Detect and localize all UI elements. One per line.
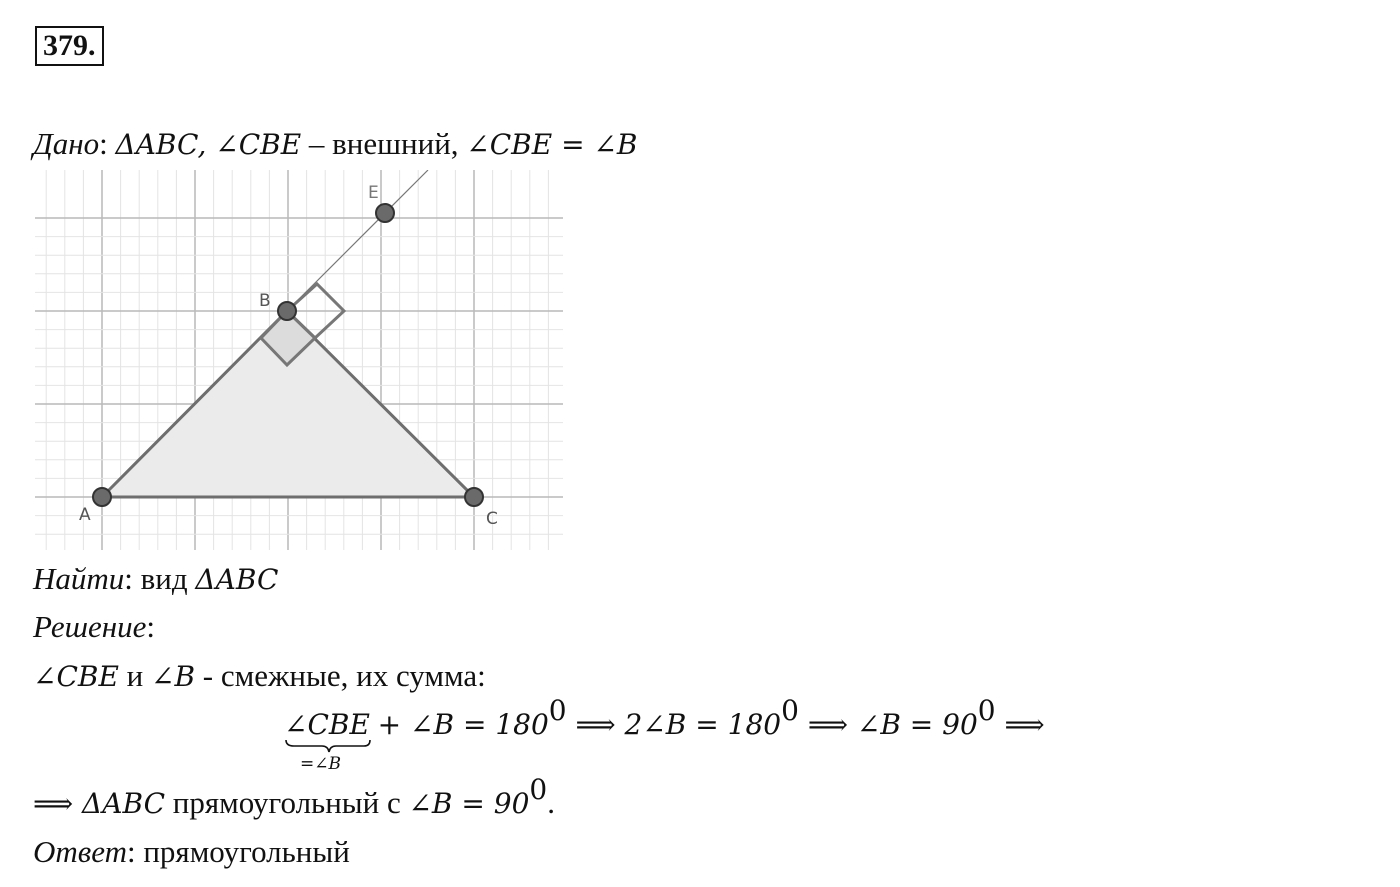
- angle-cbe: ∠CBE: [33, 660, 119, 693]
- conclusion-arrow: ⟹ ΔABC: [33, 787, 166, 820]
- ray-be: [287, 170, 428, 311]
- answer-value: прямоугольный: [143, 834, 350, 869]
- label-a: A: [79, 505, 91, 525]
- conj-and: и: [118, 658, 151, 693]
- label-b: B: [259, 291, 271, 311]
- label-e: E: [368, 183, 379, 203]
- conclusion-end: .: [547, 785, 555, 820]
- eq-degree-1: 0: [548, 694, 567, 727]
- underbrace-label: =∠B: [300, 754, 341, 774]
- eq-degree-2: 0: [781, 694, 799, 727]
- angle-b: ∠B: [151, 660, 196, 693]
- conclusion-line: [33, 773, 555, 822]
- given-label: Дано: [33, 126, 100, 161]
- find-line: [33, 561, 278, 598]
- find-sep: : вид: [124, 561, 196, 596]
- solution-label: Решение: [33, 609, 147, 644]
- eq-part-4: ⟹: [995, 708, 1045, 741]
- underbrace: [284, 738, 374, 754]
- given-line: [33, 126, 638, 163]
- eq-part-3: ⟹ ∠B = 90: [798, 708, 978, 741]
- label-c: C: [486, 509, 498, 529]
- adjacent-text: - смежные, их сумма:: [195, 658, 486, 693]
- eq-degree-3: 0: [977, 694, 996, 727]
- answer-line: [33, 834, 350, 870]
- point-c: [465, 488, 483, 506]
- given-condition: ∠CBE = ∠B: [466, 128, 638, 161]
- equation-line: [284, 694, 1045, 743]
- triangle-figure: [35, 170, 565, 550]
- conclusion-text: прямоугольный с: [165, 785, 409, 820]
- given-sep: :: [99, 126, 116, 161]
- point-a: [93, 488, 111, 506]
- find-label: Найти: [33, 561, 125, 596]
- given-triangle: ΔABC, ∠CBE: [115, 128, 302, 161]
- find-target: ΔABC: [195, 563, 279, 596]
- problem-number: 379.: [35, 26, 104, 66]
- solution-colon: :: [146, 609, 155, 644]
- point-b: [278, 302, 296, 320]
- eq-part-2: ⟹ 2∠B = 180: [566, 708, 782, 741]
- conclusion-math: ∠B = 90: [408, 787, 530, 820]
- brace-term: ∠CBE: [284, 708, 370, 741]
- conclusion-degree: 0: [529, 773, 548, 806]
- point-e: [376, 204, 394, 222]
- answer-label: Ответ: [33, 834, 127, 869]
- given-dash-text: – внешний,: [301, 126, 467, 161]
- eq-part-1: + ∠B = 180: [377, 708, 549, 741]
- solution-heading: [33, 609, 155, 645]
- answer-sep: :: [126, 834, 144, 869]
- solution-line-1: [33, 658, 486, 695]
